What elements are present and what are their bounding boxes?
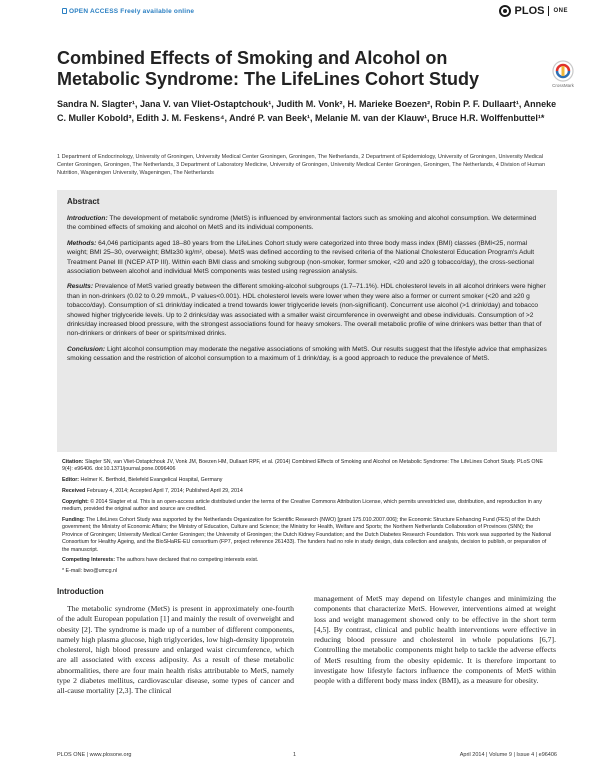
logo-divider <box>548 6 549 16</box>
article-metadata <box>62 459 552 579</box>
editor: Editor: Helmer K. Berthold, Bielefeld Evangelical Hospital, Germany <box>62 477 223 484</box>
page-number: 1 <box>293 752 297 758</box>
affiliations: 1 Department of Endocrinology, University of Groningen, University Medical Center Groningen, Groningen, The Netherlands, 2 Department of Epidemiology, University of Groningen, University Medical Center Groningen, Groningen, The Netherlands, 3 Department of Laboratory Medicine, University of Groningen, University Medical Center Groningen, Groningen, The Netherlands, 4 Division of Human Nutrition, Wageningen University, Wageningen, The Netherlands <box>57 154 546 176</box>
introduction-paragraph-continued: management of MetS may depend on lifestyle changes and minimizing the components that characterize MetS. However, interventions aimed at weight loss and weight management showed only to be effective in the short term [4,5]. By contrast, clinical and public health interventions were effective in reducing blood pressure and cholesterol in whole populations [6,7]. Controlling the metabolic components might help to tackle the adverse effects of MetS resulting from the obesity epidemic. It is therefore important to investigate how lifestyle factors influence the components of MetS within people with a different body mass index (BMI), as a measure for obesity. <box>314 594 556 686</box>
author-list: Sandra N. Slagter¹, Jana V. van Vliet-Ostaptchouk¹, Judith M. Vonk², H. Marieke Boezen², Robin P. F. Dullaart¹, Anneke C. Muller Kobold³, Edith J. M. Feskens⁴, André P. van Beek¹, Melanie M. van der Klauw¹, Bruce H.R. Wolffenbuttel¹* <box>57 99 557 123</box>
introduction-heading: Introduction <box>57 587 104 596</box>
dates: Received February 4, 2014; Accepted April 7, 2014; Published April 29, 2014 <box>62 488 243 494</box>
crossmark-icon <box>552 60 574 82</box>
abstract-box <box>57 190 557 452</box>
copyright: Copyright: © 2014 Slagter et al. This is an open-access article distributed under the terms of the Creative Commons Attribution License, which permits unrestricted use, distribution, and reproduction in any medium, provided the original author and source are credited. <box>62 498 542 513</box>
open-access-text: OPEN ACCESS Freely available online <box>69 8 195 15</box>
plos-one-label: ONE <box>553 8 568 14</box>
abstract-results: Results: Prevalence of MetS varied greatly between the different smoking-alcohol subgroups (1.7–71.1%). HDL cholesterol levels in all alcohol drinkers were higher than in non-drinkers (0.02 to 0.29 mmol/L, P values<0.001). HDL cholesterol levels were lower when they were also a former or current smoker (<20 and ≥20 g tobacco/day). Consumption of ≤1 drink/day indicated a trend towards lower triglyceride levels (non-significant). Concurrent use alcohol (>1 drink/day) and tobacco showed higher triglyceride levels. Up to 2 drinks/day was associated with a smaller waist circumference in overweight and obese individuals. Consumption of >2 drinks/day increased blood pressure, with the strongest associations found for heavy smokers. The overall metabolic profile of wine drinkers was better than that of non-drinkers or drinkers of beer or spirits/mixed drinks. <box>67 283 546 338</box>
crossmark-label: CrossMark <box>552 83 574 88</box>
plos-wordmark: PLOS <box>514 5 545 17</box>
footer-journal-site[interactable]: PLOS ONE | www.plosone.org <box>57 752 132 758</box>
footer-issue-info: April 2014 | Volume 9 | Issue 4 | e96406 <box>459 752 557 758</box>
abstract-conclusion: Conclusion: Light alcohol consumption may moderate the negative associations of smoking with MetS. Our results suggest that the lifestyle advice that emphasizes smoking cessation and the restriction of alcohol consumption to a maximum of 1 drink/day, is a good approach to reduce the prevalence of MetS. <box>67 345 547 363</box>
body-column-left <box>57 587 294 697</box>
plos-logo <box>499 5 568 17</box>
open-access-banner <box>62 8 194 15</box>
article-title: Combined Effects of Smoking and Alcohol on Metabolic Syndrome: The LifeLines Cohort Study <box>57 48 480 89</box>
corresponding-email[interactable]: * E-mail: bwo@umcg.nl <box>62 568 118 575</box>
introduction-paragraph: The metabolic syndrome (MetS) is present in approximately one-fourth of the adult European population [1] and mainly the result of overweight and obesity [2]. The syndrome is made up of a number of different components, namely high plasma glucose, high triglycerides, low high-density lipoprotein cholesterol, high blood pressure and enlarged waist circumference, which are all associated with excess adiposity. As a result of these metabolic abnormalities, there are four main health risks attributable to MetS, namely type 2 diabetes mellitus, cardiovascular disease, some types of cancer and all-cause mortality [2,3]. The clinical <box>57 604 294 696</box>
crossmark-badge[interactable] <box>548 60 578 88</box>
funding: Funding: The LifeLines Cohort Study was supported by the Netherlands Organization for Scientific Research (NWO) [grant 175.010.2007.006]; the Economic Structure Enhancing Fund (FES) of the Dutch government; the Ministry of Economic Affairs; the Ministry of Education, Culture and Science; the Ministry for Health, Welfare and Sports; the Northern Netherlands Collaboration of Provinces (SNN); the Province of Groningen; University Medical Center Groningen; the University of Groningen; the Dutch Kidney Foundation; and the Dutch Diabetes Research Foundation. This work was supported by the National Consortium for Healthy Ageing, and the BioSHaRE-EU consortium (FP7, project reference 261433). The funders had no role in study design, data collection and analysis, decision to publish, or preparation of the manuscript. <box>62 517 552 553</box>
journal-header <box>0 0 600 30</box>
open-lock-icon <box>62 8 67 14</box>
abstract-introduction: Introduction: The development of metabolic syndrome (MetS) is influenced by environmental factors such as smoking and alcohol consumption. We determined the combined effects of smoking and alcohol on MetS and its individual components. <box>67 215 537 232</box>
body-column-right <box>314 594 556 687</box>
citation: Citation: Slagter SN, van Vliet-Ostaptchouk JV, Vonk JM, Boezen HM, Dullaart RPF, et al. (2014) Combined Effects of Smoking and Alcohol on Metabolic Syndrome: The LifeLines Cohort Study. PLoS ONE 9(4): e96406. doi:10.1371/journal.pone.0096406 <box>62 459 543 473</box>
abstract-heading: Abstract <box>67 197 100 206</box>
competing-interests: Competing Interests: The authors have declared that no competing interests exist. <box>62 557 259 564</box>
plos-circle-icon <box>499 5 511 17</box>
abstract-methods: Methods: 64,046 participants aged 18–80 years from the LifeLines Cohort study were categorized into three body mass index (BMI) classes (BMI<25, normal weight; BMI 25–30, overweight; BMI≥30 kg/m², obese). MetS was defined according to the revised criteria of the National Cholesterol Education Program's Adult Treatment Panel III (NCEP ATP III). Within each BMI class and smoking subgroup (non-smoker, former smoker, <20 and ≥20 g tobacco/day), the cross-sectional association between alcohol and individual MetS components was tested using regression analysis. <box>67 239 535 276</box>
